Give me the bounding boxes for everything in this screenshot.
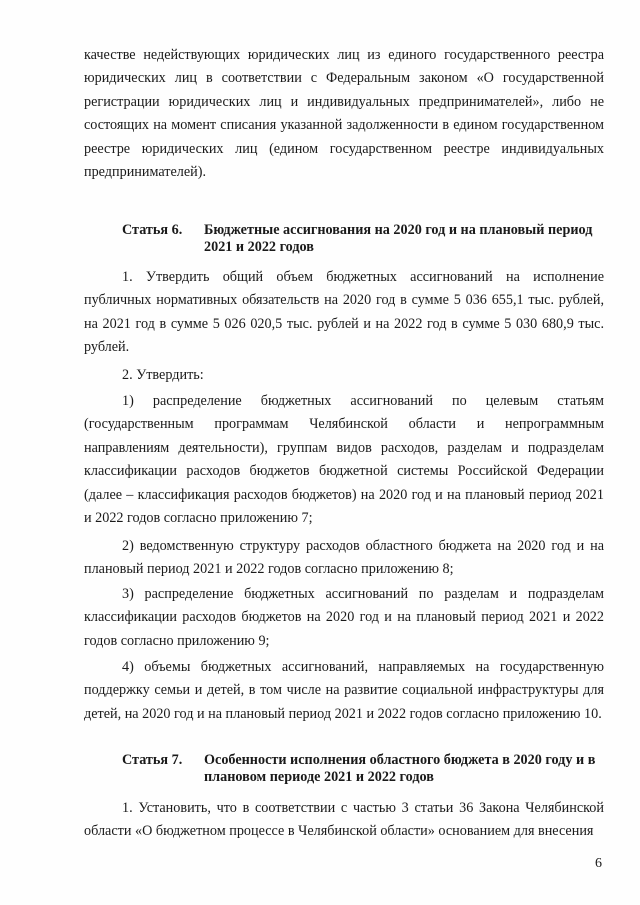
intro-paragraph: качестве недействующих юридических лиц из единого государственного реестра юридических лиц в соответствии с Федеральным законом «О государственной регистрации юридических лиц и индивидуальных предпринимателей», либо не состоящих на момент списания указанной задолженности в едином государственном реестре юридических лиц (едином государственном реестре индивидуальных предпринимателей).: [84, 47, 604, 181]
article-7-heading: [122, 752, 612, 786]
article-6-paragraph-1: 1. Утвердить общий объем бюджетных ассигнований на исполнение публичных нормативных обязательств на 2020 год в сумме 5 036 655,1 тыс. рублей, на 2021 год в сумме 5 026 020,5 тыс. рублей и на 2022 год в сумме 5 030 680,9 тыс. рублей.: [84, 269, 604, 356]
article-7-title: Особенности исполнения областного бюджета в 2020 году и в плановом периоде 2021 и 2022 годов: [204, 752, 596, 785]
article-6-paragraph-2: 2. Утвердить:: [122, 367, 204, 383]
article-6-item-1: 1) распределение бюджетных ассигнований по целевым статьям (государственным программам Челябинской области и непрограммным направлениям деятельности), группам видов расходов, разделам и подразделам классификации расходов бюджетов бюджетной системы Российской Федерации (далее – классификация расходов бюджетов) на 2020 год и на плановый период 2021 и 2022 годов согласно приложению 7;: [84, 393, 604, 527]
article-7-paragraph-1: 1. Установить, что в соответствии с частью 3 статьи 36 Закона Челябинской области «О бюджетном процессе в Челябинской области» основанием для внесения: [84, 800, 604, 840]
article-6-title: Бюджетные ассигнования на 2020 год и на плановый период 2021 и 2022 годов: [204, 222, 593, 255]
article-6-item-3: 3) распределение бюджетных ассигнований по разделам и подразделам классификации расходов бюджетов на 2020 год и на плановый период 2021 и 2022 годов согласно приложению 9;: [84, 586, 604, 649]
article-6-heading: [122, 222, 612, 256]
page-number: 6: [595, 856, 602, 871]
article-6-item-4: 4) объемы бюджетных ассигнований, направляемых на государственную поддержку семьи и детей, в том числе на развитие социальной инфраструктуры для детей, на 2020 год и на плановый период 2021 и 2022 годов согласно приложению 10.: [84, 659, 604, 722]
article-6-item-2: 2) ведомственную структуру расходов областного бюджета на 2020 год и на плановый период 2021 и 2022 годов согласно приложению 8;: [84, 538, 604, 578]
article-6-label: Статья 6.: [122, 222, 183, 238]
article-7-label: Статья 7.: [122, 752, 183, 768]
